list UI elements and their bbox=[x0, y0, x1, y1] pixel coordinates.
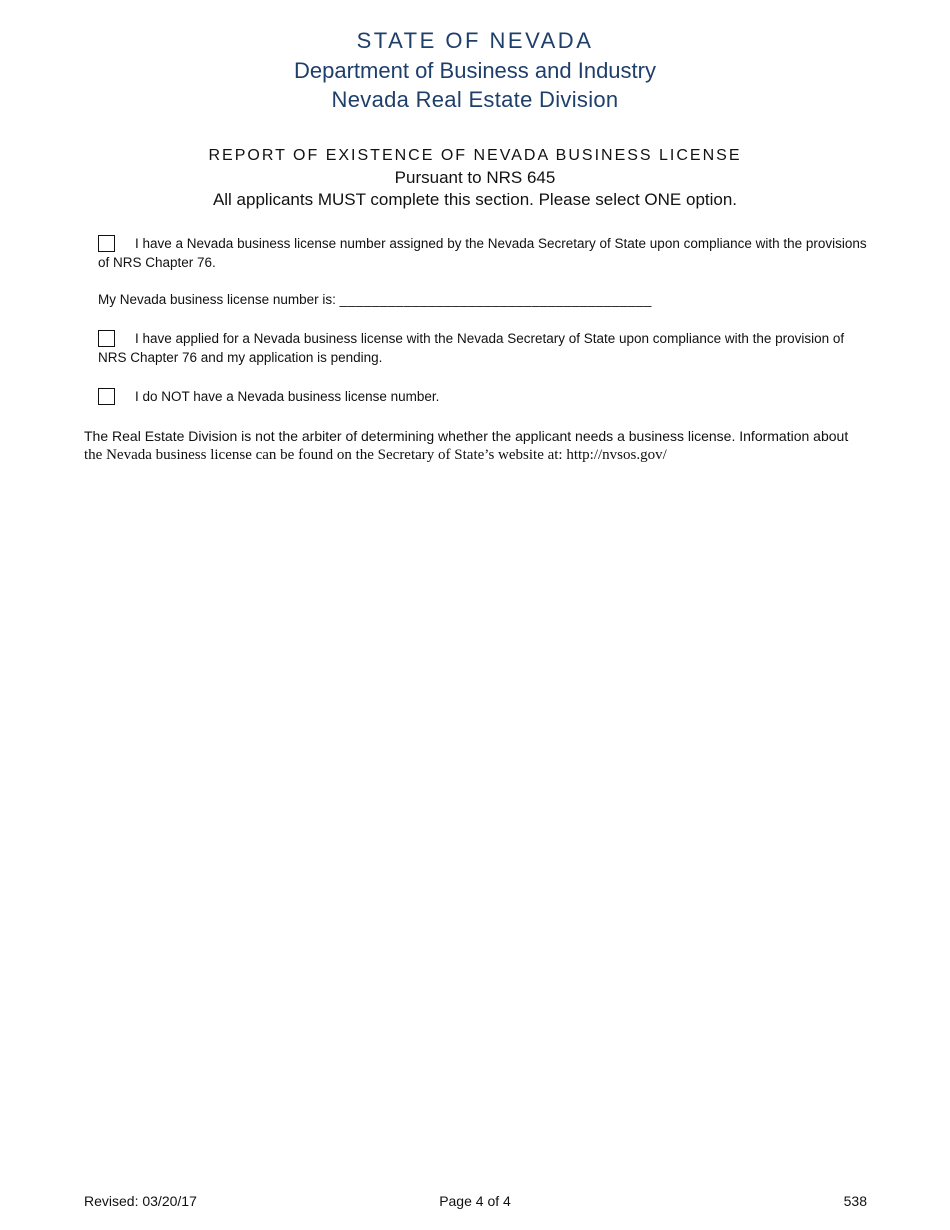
division-name: Nevada Real Estate Division bbox=[331, 87, 619, 112]
option-text: I have applied for a Nevada business license with the Nevada Secretary of State upon compliance with the provision of NRS Chapter 76 and my application is pending. bbox=[98, 331, 845, 365]
report-instructions: All applicants MUST complete this section. Please select ONE option. bbox=[212, 190, 738, 209]
department-name: Department of Business and Industry bbox=[294, 58, 656, 83]
option-no-license bbox=[98, 387, 868, 406]
option-has-license bbox=[98, 234, 868, 272]
option-text: I do NOT have a Nevada business license number. bbox=[135, 389, 440, 404]
has-license-checkbox[interactable] bbox=[98, 235, 115, 252]
state-name: STATE OF NEVADA bbox=[356, 28, 594, 53]
report-pursuant: Pursuant to NRS 645 bbox=[394, 168, 556, 187]
revised-date: Revised: 03/20/17 bbox=[84, 1193, 197, 1209]
report-title: REPORT OF EXISTENCE OF NEVADA BUSINESS LICENSE bbox=[208, 147, 742, 164]
applied-checkbox[interactable] bbox=[98, 330, 115, 347]
license-number-line bbox=[98, 290, 652, 309]
report-heading bbox=[0, 145, 950, 211]
form-number: 538 bbox=[843, 1193, 867, 1209]
page-number: Page 4 of 4 bbox=[439, 1193, 511, 1209]
disclaimer-note bbox=[84, 427, 874, 465]
license-number-field[interactable]: _______________________________________ bbox=[339, 292, 652, 307]
note-line-1: The Real Estate Division is not the arbiter of determining whether the applicant needs a business license. Information about bbox=[84, 428, 849, 444]
option-text: I have a Nevada business license number assigned by the Nevada Secretary of State upon compliance with the provisions of NRS Chapter 76. bbox=[98, 236, 867, 270]
letterhead bbox=[0, 26, 950, 114]
option-applied bbox=[98, 329, 868, 367]
license-number-label: My Nevada business license number is: bbox=[98, 292, 336, 307]
note-line-2: the Nevada business license can be found on the Secretary of State’s website at: http://nvsos.gov/ bbox=[84, 447, 667, 463]
no-license-checkbox[interactable] bbox=[98, 388, 115, 405]
